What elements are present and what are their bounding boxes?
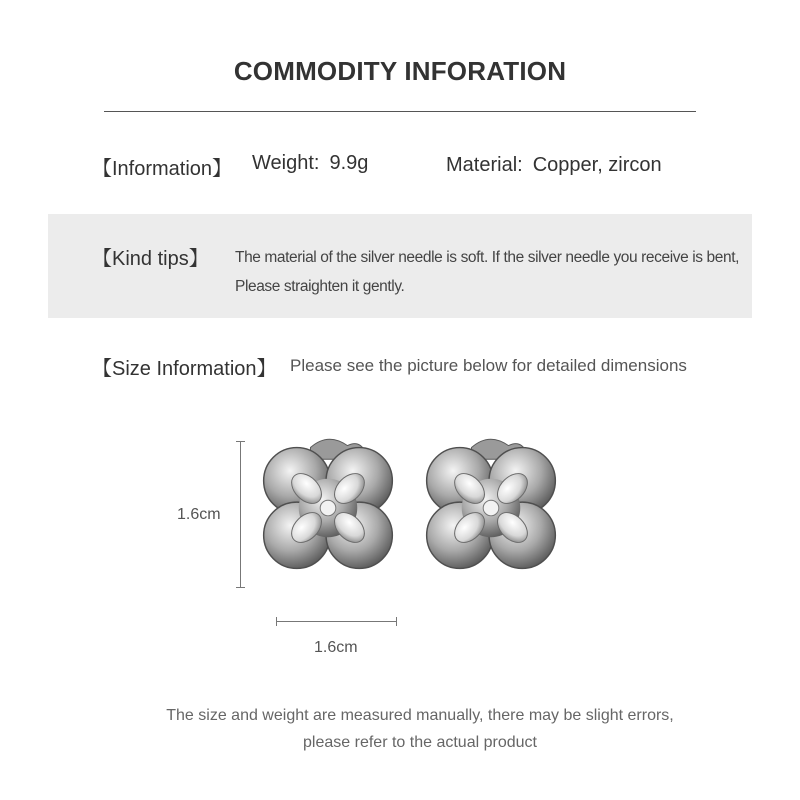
size-information-label: 【Size Information】 — [92, 358, 277, 380]
kind-tips-line-1: The material of the silver needle is soft. If the silver needle you receive is bent, — [235, 249, 740, 266]
material-value: Copper, zircon — [532, 154, 662, 176]
width-dimension-line — [276, 621, 397, 622]
size-information-text: Please see the picture below for detailed dimensions — [290, 356, 687, 375]
width-dimension-label: 1.6cm — [314, 639, 358, 656]
height-dimension-line — [240, 441, 241, 587]
kind-tips-text — [235, 243, 745, 301]
information-row — [92, 150, 732, 182]
disclaimer-line-2: please refer to the actual product — [303, 734, 537, 751]
material-label: Material: — [446, 154, 523, 176]
width-dimension-cap-right — [396, 617, 397, 626]
weight-value: 9.9g — [329, 152, 369, 174]
disclaimer-line-1: The size and weight are measured manually, there may be slight errors, — [166, 707, 674, 724]
title-divider — [104, 111, 696, 112]
width-dimension-cap-left — [276, 617, 277, 626]
material-field — [446, 154, 662, 177]
height-dimension-label: 1.6cm — [177, 506, 221, 523]
earring-right-image — [413, 430, 569, 586]
kind-tips-panel — [48, 214, 752, 318]
page-title: COMMODITY INFORATION — [233, 56, 567, 86]
kind-tips-label: 【Kind tips】 — [92, 248, 209, 270]
height-dimension-cap-top — [236, 441, 245, 442]
earring-left-image — [250, 430, 406, 586]
kind-tips-line-2: Please straighten it gently. — [235, 278, 405, 295]
information-label: 【Information】 — [92, 158, 233, 180]
weight-label: Weight: — [252, 152, 320, 174]
disclaimer-footer — [0, 702, 800, 756]
weight-field — [252, 152, 368, 175]
height-dimension-cap-bottom — [236, 587, 245, 588]
